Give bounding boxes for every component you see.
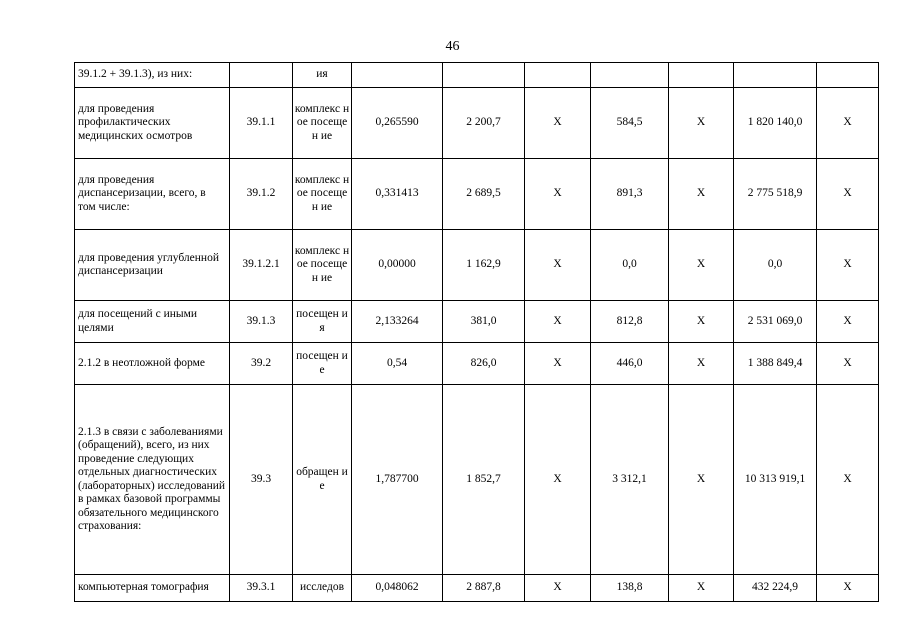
row-code: 39.1.1 [230,88,293,159]
row-value-5: X [669,301,734,343]
row-name: компьютерная томография [75,575,230,602]
row-value-4: 891,3 [591,159,669,230]
row-unit: исследов [293,575,352,602]
row-value-2: 2 689,5 [443,159,525,230]
row-value-2: 1 852,7 [443,385,525,575]
row-value-1: 0,54 [352,343,443,385]
row-value-7: X [817,88,879,159]
row-value-5: X [669,575,734,602]
row-value-4: 3 312,1 [591,385,669,575]
table-row [75,159,879,230]
row-value-2 [443,63,525,88]
row-value-3: X [525,88,591,159]
row-value-6: 1 820 140,0 [734,88,817,159]
row-value-7: X [817,159,879,230]
row-unit: посещен ие [293,343,352,385]
row-value-7: X [817,385,879,575]
row-code: 39.1.2 [230,159,293,230]
row-code: 39.1.2.1 [230,230,293,301]
row-code: 39.3 [230,385,293,575]
row-value-1: 0,265590 [352,88,443,159]
table-row [75,230,879,301]
table-row [75,63,879,88]
table-row [75,343,879,385]
row-value-7 [817,63,879,88]
row-name: для проведения профилактических медицинских осмотров [75,88,230,159]
row-name: 2.1.2 в неотложной форме [75,343,230,385]
row-value-4: 138,8 [591,575,669,602]
row-value-5: X [669,88,734,159]
row-value-4: 0,0 [591,230,669,301]
row-value-6: 10 313 919,1 [734,385,817,575]
row-value-1: 0,331413 [352,159,443,230]
row-value-1: 2,133264 [352,301,443,343]
row-value-4: 446,0 [591,343,669,385]
row-unit: ия [293,63,352,88]
row-value-3: X [525,159,591,230]
row-value-3 [525,63,591,88]
row-code: 39.3.1 [230,575,293,602]
row-value-3: X [525,301,591,343]
row-value-6: 1 388 849,4 [734,343,817,385]
row-unit: обращен ие [293,385,352,575]
row-name: для посещений с иными целями [75,301,230,343]
row-unit: комплекс ное посещен ие [293,159,352,230]
table-row [75,88,879,159]
row-value-6: 432 224,9 [734,575,817,602]
row-value-1: 1,787700 [352,385,443,575]
row-name: для проведения углубленной диспансеризации [75,230,230,301]
row-unit: посещен ия [293,301,352,343]
row-value-7: X [817,230,879,301]
table-row [75,301,879,343]
row-value-5: X [669,343,734,385]
row-value-6: 2 531 069,0 [734,301,817,343]
row-name: 39.1.2 + 39.1.3), из них: [75,63,230,88]
row-value-5 [669,63,734,88]
row-value-1 [352,63,443,88]
row-value-5: X [669,159,734,230]
row-value-2: 826,0 [443,343,525,385]
row-code: 39.2 [230,343,293,385]
row-value-5: X [669,230,734,301]
row-value-2: 2 887,8 [443,575,525,602]
page-number: 46 [445,39,460,54]
row-value-3: X [525,575,591,602]
row-value-1: 0,00000 [352,230,443,301]
row-value-4: 812,8 [591,301,669,343]
table-row [75,385,879,575]
row-value-7: X [817,343,879,385]
row-value-7: X [817,301,879,343]
row-value-6: 2 775 518,9 [734,159,817,230]
row-code [230,63,293,88]
row-value-3: X [525,230,591,301]
table-row [75,575,879,602]
row-value-4 [591,63,669,88]
row-value-7: X [817,575,879,602]
row-name: для проведения диспансеризации, всего, в том числе: [75,159,230,230]
row-value-3: X [525,385,591,575]
row-value-2: 2 200,7 [443,88,525,159]
row-value-6: 0,0 [734,230,817,301]
row-value-1: 0,048062 [352,575,443,602]
data-table [74,62,879,602]
row-value-2: 381,0 [443,301,525,343]
row-unit: комплекс ное посещен ие [293,230,352,301]
row-value-3: X [525,343,591,385]
row-unit: комплекс ное посещен ие [293,88,352,159]
row-value-5: X [669,385,734,575]
row-name: 2.1.3 в связи с заболеваниями (обращений), всего, из них проведение следующих отдельных диагностических (лабораторных) исследований в рамках базовой программы обязательного медицинского страхования: [75,385,230,575]
row-value-6 [734,63,817,88]
row-code: 39.1.3 [230,301,293,343]
row-value-2: 1 162,9 [443,230,525,301]
row-value-4: 584,5 [591,88,669,159]
